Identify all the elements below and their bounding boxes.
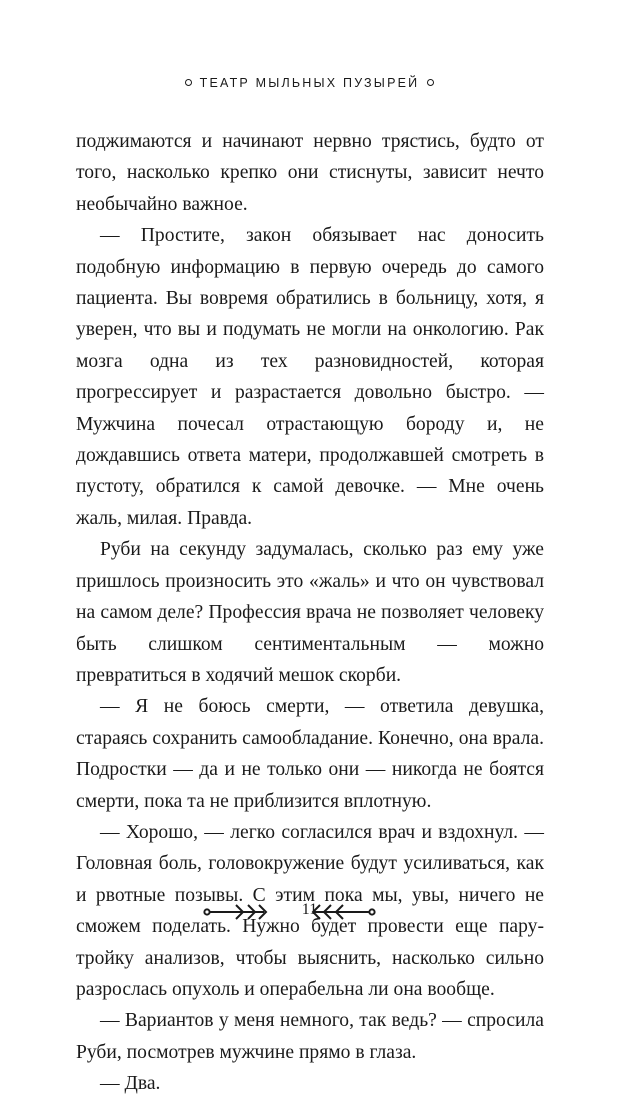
running-header — [0, 76, 619, 90]
paragraph: — Простите, закон обязывает нас доносить подобную информацию в первую очередь до самого пациента. Вы вовремя обратились в больницу, хотя, я уверен, что вы и подумать не могли на онкологию. Рак мозга одна из тех разновидностей, которая прогрессирует и разрастается довольно быстро. — Мужчина почесал отрастающую бороду и, не дождавшись ответа матери, продолжавшей смотреть в пустоту, обратился к самой девочке. — Мне очень жаль, милая. Правда. — [76, 225, 544, 529]
paragraph: — Вариантов у меня немного, так ведь? — спросила Руби, посмотрев мужчине прямо в глаза. — [76, 1010, 544, 1063]
body-text — [76, 126, 544, 1100]
paragraph: поджимаются и начинают нервно трястись, будто от того, насколько крепко они стиснуты, зависит нечто необычайно важное. — [76, 131, 544, 215]
paragraph: — Хорошо, — легко согласился врач и вздохнул. — Головная боль, головокружение будут усиливаться, как и рвотные позывы. С этим пока мы, увы, ничего не сможем поделать. Нужно будет провести еще пару-тройку анализов, чтобы выяснить, насколько сильно разрослась опухоль и операбельна ли она вообще. — [76, 821, 544, 1000]
dot-icon — [427, 79, 434, 86]
paragraph: — Я не боюсь смерти, — ответила девушка, стараясь сохранить самообладание. Конечно, она врала. Подростки — да и не только они — никогда не боятся смерти, пока та не приблизится вплотную. — [76, 696, 544, 812]
page-footer — [0, 897, 619, 923]
paragraph: Руби на секунду задумалась, сколько раз ему уже пришлось произносить это «жаль» и что он чувствовал на самом деле? Профессия врача не позволяет человеку быть слишком сентиментальным — можно превратиться в ходячий мешок скорби. — [76, 539, 544, 686]
paragraph: — Два. — [100, 1073, 161, 1095]
header-title: ТЕАТР МЫЛЬНЫХ ПУЗЫРЕЙ — [199, 76, 420, 90]
page-number: 11 — [301, 901, 318, 918]
dot-icon — [185, 79, 192, 86]
